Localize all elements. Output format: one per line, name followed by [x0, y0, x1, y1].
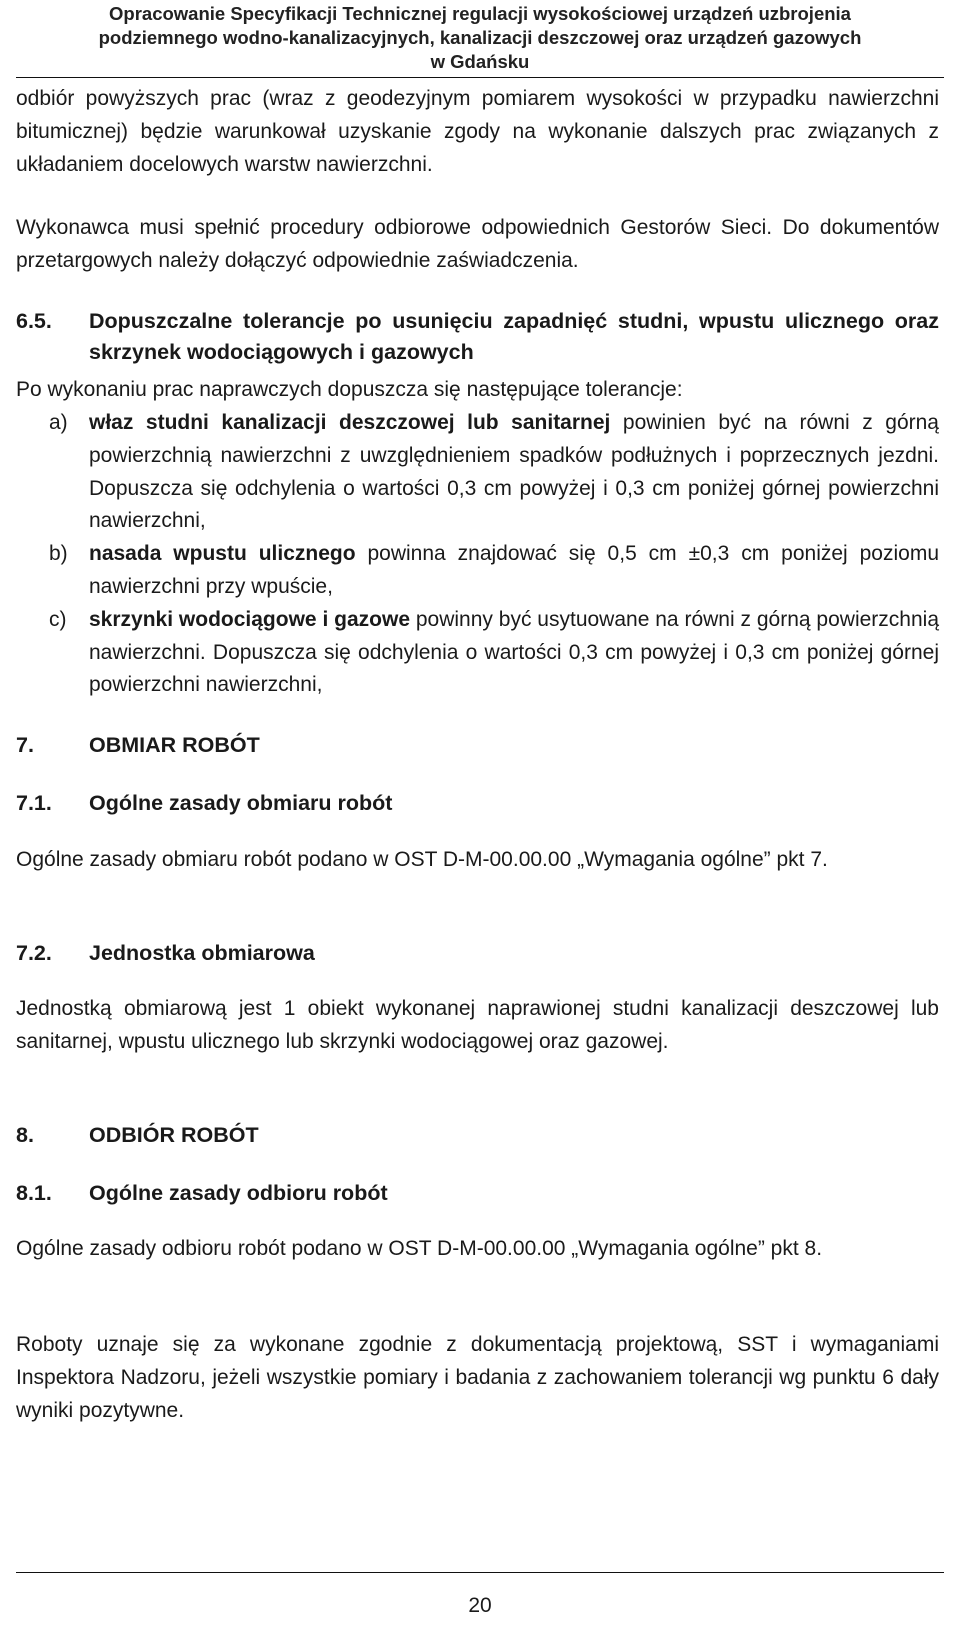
section-7-2-heading: [16, 938, 939, 969]
list-item: [16, 538, 939, 604]
section-7-1-heading: [16, 788, 939, 819]
section-title: Jednostka obmiarowa: [89, 941, 315, 965]
list-item-bold-term: właz studni kanalizacji deszczowej lub sanitarnej: [89, 411, 611, 434]
section-number: 7.2.: [16, 941, 52, 965]
document-header: [16, 2, 944, 74]
footer-divider: [16, 1572, 944, 1573]
list-marker: a): [49, 411, 68, 434]
list-item-text: powinny być usytuowane na równi z górną powierzchnią nawierzchni. Dopuszcza się odchylenia o wartości 0,3 cm powyżej i 0,3 cm poniżej górnej powierzchni nawierzchni,: [89, 607, 939, 697]
section-title: ODBIÓR ROBÓT: [89, 1123, 259, 1147]
paragraph-acceptance-continuation: odbiór powyższych prac (wraz z geodezyjnym pomiarem wysokości w przypadku nawierzchni bitumicznej) będzie warunkował uzyskanie zgody na wykonanie dalszych prac związanych z układaniem docelowych warstw nawierzchni.: [16, 87, 939, 176]
list-item: [16, 407, 939, 538]
section-title: Dopuszczalne tolerancje po usunięciu zapadnięć studni, wpustu ulicznego oraz skrzynek wodociągowych i gazowych: [89, 309, 939, 364]
section-7-heading: [16, 730, 939, 761]
header-line-3: w Gdańsku: [430, 51, 530, 72]
list-item-bold-term: skrzynki wodociągowe i gazowe: [89, 607, 410, 631]
tolerances-intro: Po wykonaniu prac naprawczych dopuszcza się następujące tolerancje:: [16, 378, 683, 401]
list-item-text: powinna znajdować się 0,5 cm ±0,3 cm poniżej poziomu nawierzchni przy wpuście,: [89, 542, 939, 598]
section-8-heading: [16, 1120, 939, 1151]
header-divider: [16, 77, 944, 78]
section-number: 8.1.: [16, 1181, 52, 1205]
section-title: Ogólne zasady odbioru robót: [89, 1181, 388, 1205]
section-number: 6.5.: [16, 309, 52, 333]
section-8-1-heading: [16, 1178, 939, 1209]
list-item-text: powinien być na równi z górną powierzchnią nawierzchni z uwzględnieniem spadków podłużnych i poprzecznych jezdni. Dopuszcza się odchylenia o wartości 0,3 cm powyżej i 0,3 cm poniżej górnej powierzchni nawierzchni,: [89, 411, 939, 533]
paragraph-measurement-unit: Jednostką obmiarową jest 1 obiekt wykonanej naprawionej studni kanalizacji deszczowej lub sanitarnej, wpustu ulicznego lub skrzynki wodociągowej oraz gazowej.: [16, 997, 939, 1053]
list-item-bold-term: nasada wpustu ulicznego: [89, 542, 356, 566]
tolerances-list: [16, 407, 939, 702]
section-number: 7.: [16, 733, 34, 757]
page-number: 20: [468, 1594, 492, 1617]
header-line-1: Opracowanie Specyfikacji Technicznej regulacji wysokościowej urządzeń uzbrojenia: [109, 3, 851, 24]
paragraph-works-accepted: Roboty uznaje się za wykonane zgodnie z dokumentacją projektową, SST i wymaganiami Inspektora Nadzoru, jeżeli wszystkie pomiary i badania z zachowaniem tolerancji wg punktu 6 dały wyniki pozytywne.: [16, 1333, 939, 1422]
list-marker: c): [49, 607, 67, 631]
list-marker: b): [49, 542, 68, 566]
paragraph-grid-operators: Wykonawca musi spełnić procedury odbiorowe odpowiednich Gestorów Sieci. Do dokumentów przetargowych należy dołączyć odpowiednie zaświadczenia.: [16, 216, 939, 272]
header-line-2: podziemnego wodno-kanalizacyjnych, kanalizacji deszczowej oraz urządzeń gazowych: [98, 27, 862, 48]
section-title: OBMIAR ROBÓT: [89, 733, 260, 757]
section-title: Ogólne zasady obmiaru robót: [89, 791, 393, 815]
section-number: 8.: [16, 1123, 34, 1147]
paragraph-measurement-rules: Ogólne zasady obmiaru robót podano w OST D-M-00.00.00 „Wymagania ogólne” pkt 7.: [16, 848, 828, 871]
paragraph-acceptance-rules: Ogólne zasady odbioru robót podano w OST D-M-00.00.00 „Wymagania ogólne” pkt 8.: [16, 1237, 823, 1260]
section-number: 7.1.: [16, 791, 52, 815]
list-item: [16, 604, 939, 702]
section-6-5-heading: [16, 306, 939, 368]
